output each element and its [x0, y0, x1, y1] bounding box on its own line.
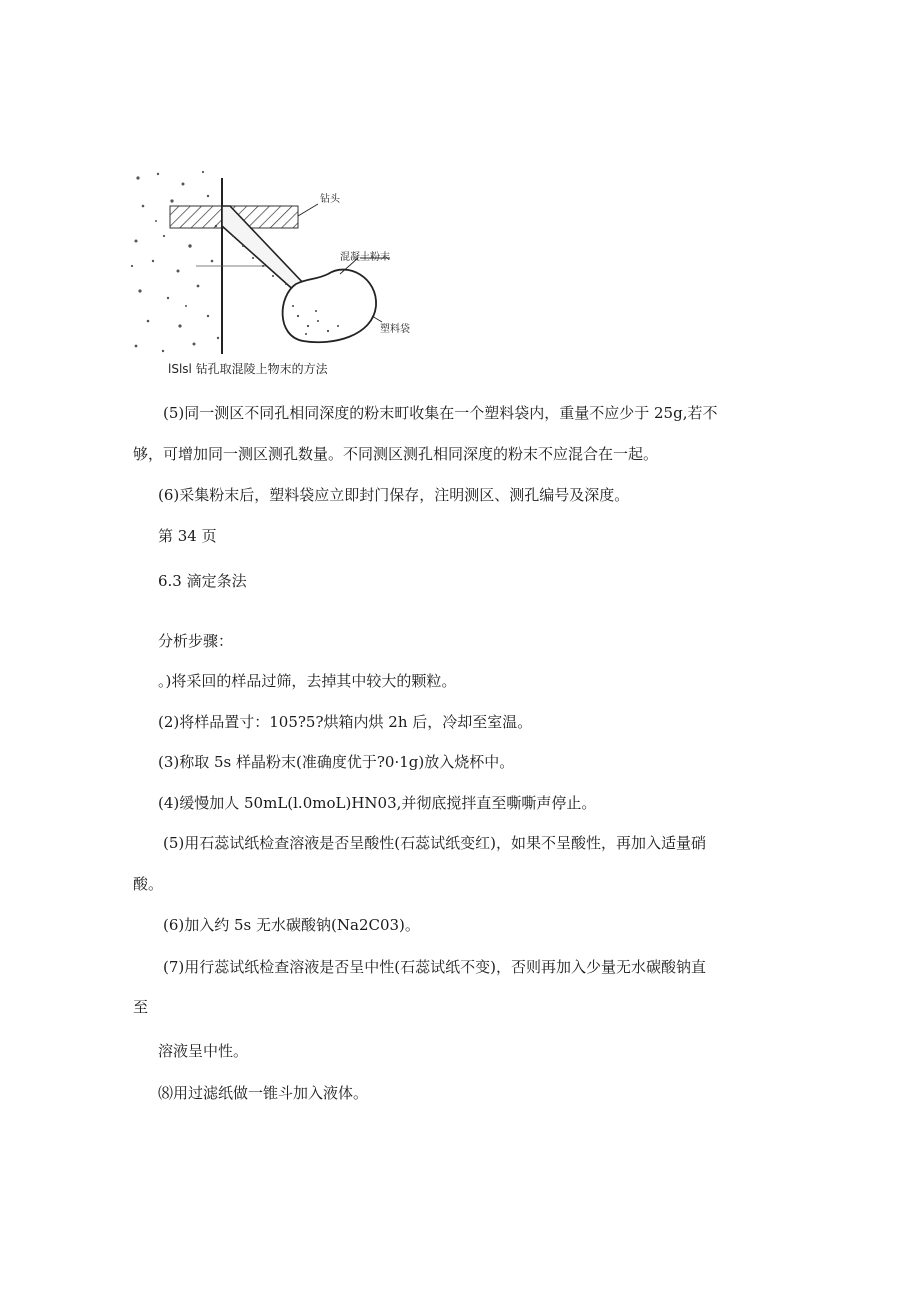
figure-caption: lSlsl 钻孔取混陵上物末的方法 — [168, 362, 328, 376]
step-6: (6)加入约 5s 无水碳酸钠(Na2C03)。 — [163, 916, 420, 934]
step-7-line2: 至 — [133, 998, 149, 1016]
step-5-line2: 酸。 — [133, 875, 164, 893]
step-5-line1: (5)用石蕊试纸检查溶液是否呈酸性(石蕊试纸变红)，如果不呈酸性，再加入适量硝 — [163, 834, 706, 852]
step-2: (2)将样品置寸：105?5?烘箱内烘 2h 后，冷却至室温。 — [158, 713, 533, 731]
page-number: 第 34 页 — [158, 527, 217, 545]
para-5-line2: 够，可增加同一测区测孔数量。不同测区测孔相同深度的粉末不应混合在一起。 — [133, 445, 659, 463]
step-3: (3)称取 5s 样晶粉末(准确度优于?0·1g)放入烧杯中。 — [158, 753, 515, 771]
label-powder: 混凝土粉末 — [340, 252, 390, 263]
steps-title: 分析步骤： — [158, 632, 234, 650]
step-8: ⑻用过滤纸做一锥斗加入液体。 — [158, 1084, 369, 1102]
step-4: (4)缓慢加人 50mL(l.0moL)HN03,并彻底搅拌直至嘶嘶声停止。 — [158, 794, 597, 812]
label-bag: 塑料袋 — [380, 324, 410, 335]
drilling-figure — [128, 166, 428, 358]
concrete-speckles — [131, 171, 219, 352]
para-5-line1: (5)同一测区不同孔相同深度的粉末町收集在一个塑料袋内，重量不应少于 25g,若不 — [163, 404, 718, 422]
step-1: 。)将采回的样品过筛，去掉其中较大的颗粒。 — [158, 672, 457, 690]
para-6: (6)采集粉末后，塑料袋应立即封门保存，注明测区、测孔编号及深度。 — [158, 486, 630, 504]
step-7-line3: 溶液呈中性。 — [158, 1042, 249, 1060]
step-7-line1: (7)用行蕊试纸检查溶液是否呈中性(石蕊试纸不变)，否则再加入少量无水碳酸钠直 — [163, 958, 706, 976]
section-title: 6.3 滴定条法 — [158, 572, 247, 590]
label-drill: 钻头 — [320, 194, 340, 205]
drilling-diagram — [128, 166, 428, 358]
